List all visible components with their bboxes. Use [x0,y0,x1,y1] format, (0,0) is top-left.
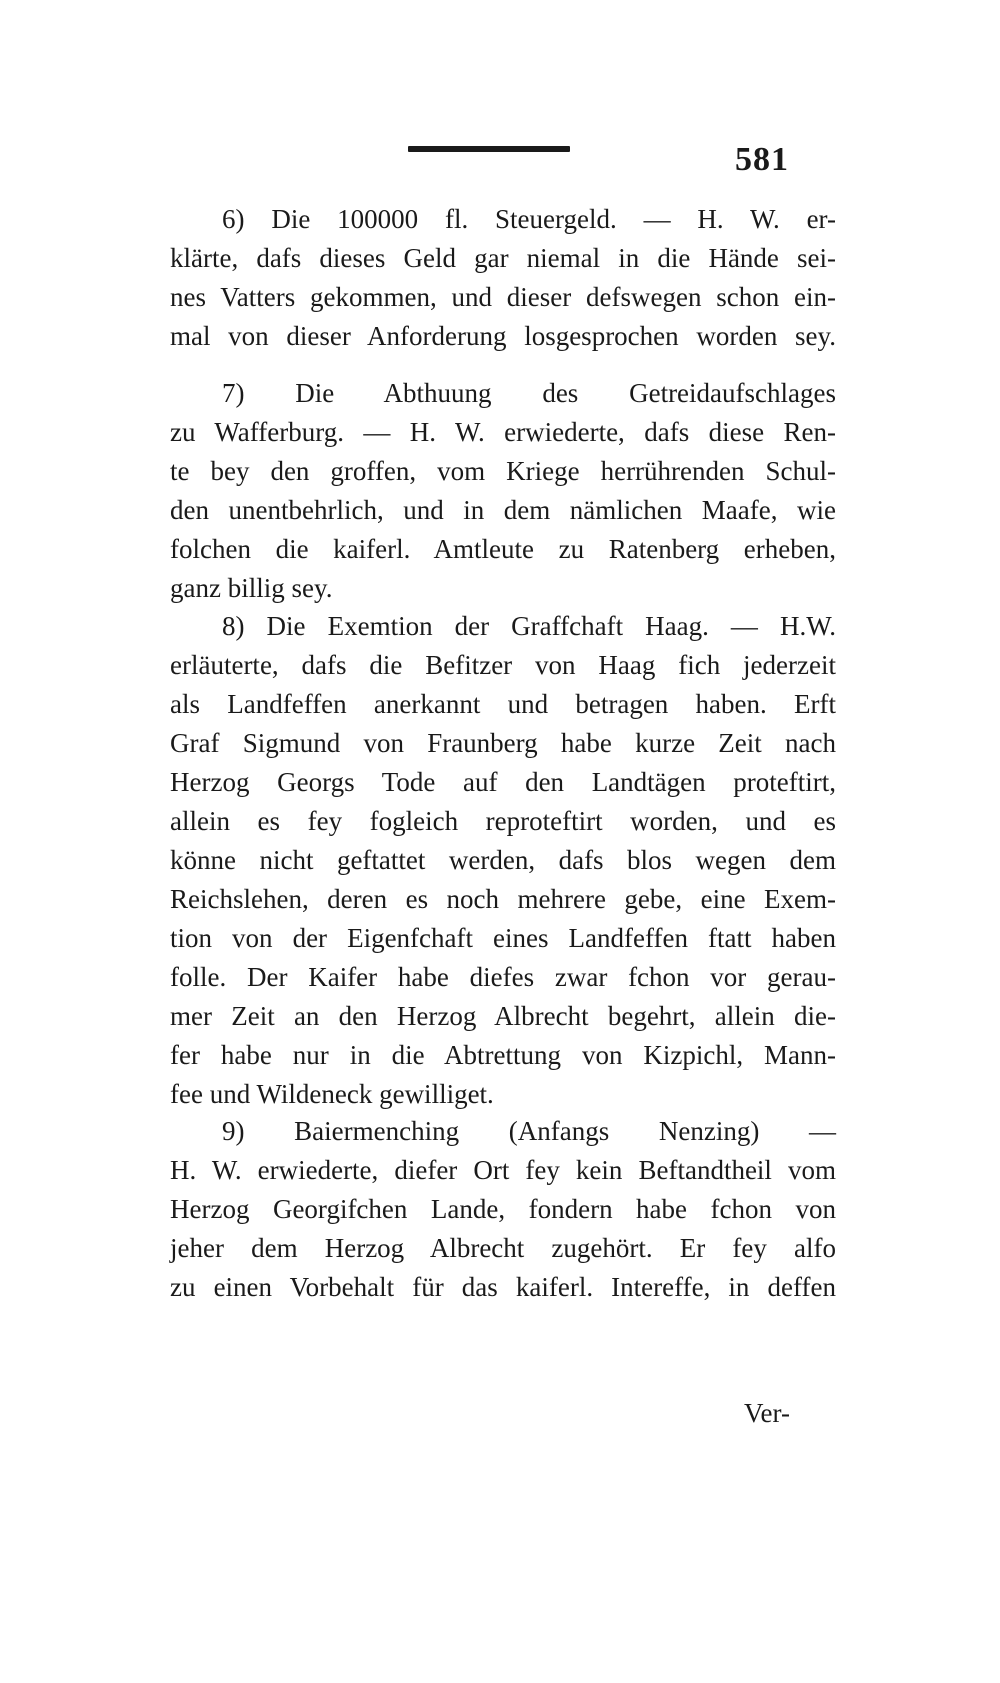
text-line: nes Vatters gekommen, und dieser defswegen schon ein- [170,282,836,312]
header-rule [408,146,570,152]
text-line: zu Wafferburg. — H. W. erwiederte, dafs diese Ren- [170,417,836,447]
text-line: folle. Der Kaifer habe diefes zwar fchon vor gerau- [170,962,836,992]
paragraph-8 [170,607,836,1114]
text-line: folchen die kaiferl. Amtleute zu Ratenberg erheben, [170,534,836,564]
text-line: jeher dem Herzog Albrecht zugehört. Er fey alfo [170,1233,836,1263]
text-line: zu einen Vorbehalt für das kaiferl. Intereffe, in deffen [170,1272,836,1302]
text-line: fee und Wildeneck gewilliget. [170,1079,494,1109]
text-line: 6) Die 100000 fl. Steuergeld. — H. W. er- [222,204,836,234]
text-line: ganz billig sey. [170,573,333,603]
text-line: 7) Die Abthuung des Getreidaufschlages [222,378,836,408]
page-number: 581 [735,141,789,178]
text-line: Reichslehen, deren es noch mehrere gebe, eine Exem- [170,884,836,914]
text-line: fer habe nur in die Abtrettung von Kizpichl, Mann- [170,1040,836,1070]
text-line: 8) Die Exemtion der Graffchaft Haag. — H.W. [222,611,836,641]
text-line: 9) Baiermenching (Anfangs Nenzing) — [222,1116,836,1146]
text-line: mer Zeit an den Herzog Albrecht begehrt, allein die- [170,1001,836,1031]
text-line: H. W. erwiederte, diefer Ort fey kein Beftandtheil vom [170,1155,836,1185]
catchword: Ver- [744,1398,790,1428]
text-line: te bey den groffen, vom Kriege herrührenden Schul- [170,456,836,486]
text-line: erläuterte, dafs die Befitzer von Haag fich jederzeit [170,650,836,680]
text-line: Herzog Georgs Tode auf den Landtägen proteftirt, [170,767,836,797]
text-line: könne nicht geftattet werden, dafs blos wegen dem [170,845,836,875]
text-line: tion von der Eigenfchaft eines Landfeffen ftatt haben [170,923,836,953]
paragraph-7 [170,374,836,608]
paragraph-9 [170,1112,836,1307]
text-line: den unentbehrlich, und in dem nämlichen Maafe, wie [170,495,836,525]
paragraph-6 [170,200,836,356]
text-line: Herzog Georgifchen Lande, fondern habe fchon von [170,1194,836,1224]
text-line: Graf Sigmund von Fraunberg habe kurze Zeit nach [170,728,836,758]
text-line: als Landfeffen anerkannt und betragen haben. Erft [170,689,836,719]
text-line: allein es fey fogleich reproteftirt worden, und es [170,806,836,836]
text-line: klärte, dafs dieses Geld gar niemal in die Hände sei- [170,243,836,273]
text-line: mal von dieser Anforderung losgesprochen worden sey. [170,321,836,351]
